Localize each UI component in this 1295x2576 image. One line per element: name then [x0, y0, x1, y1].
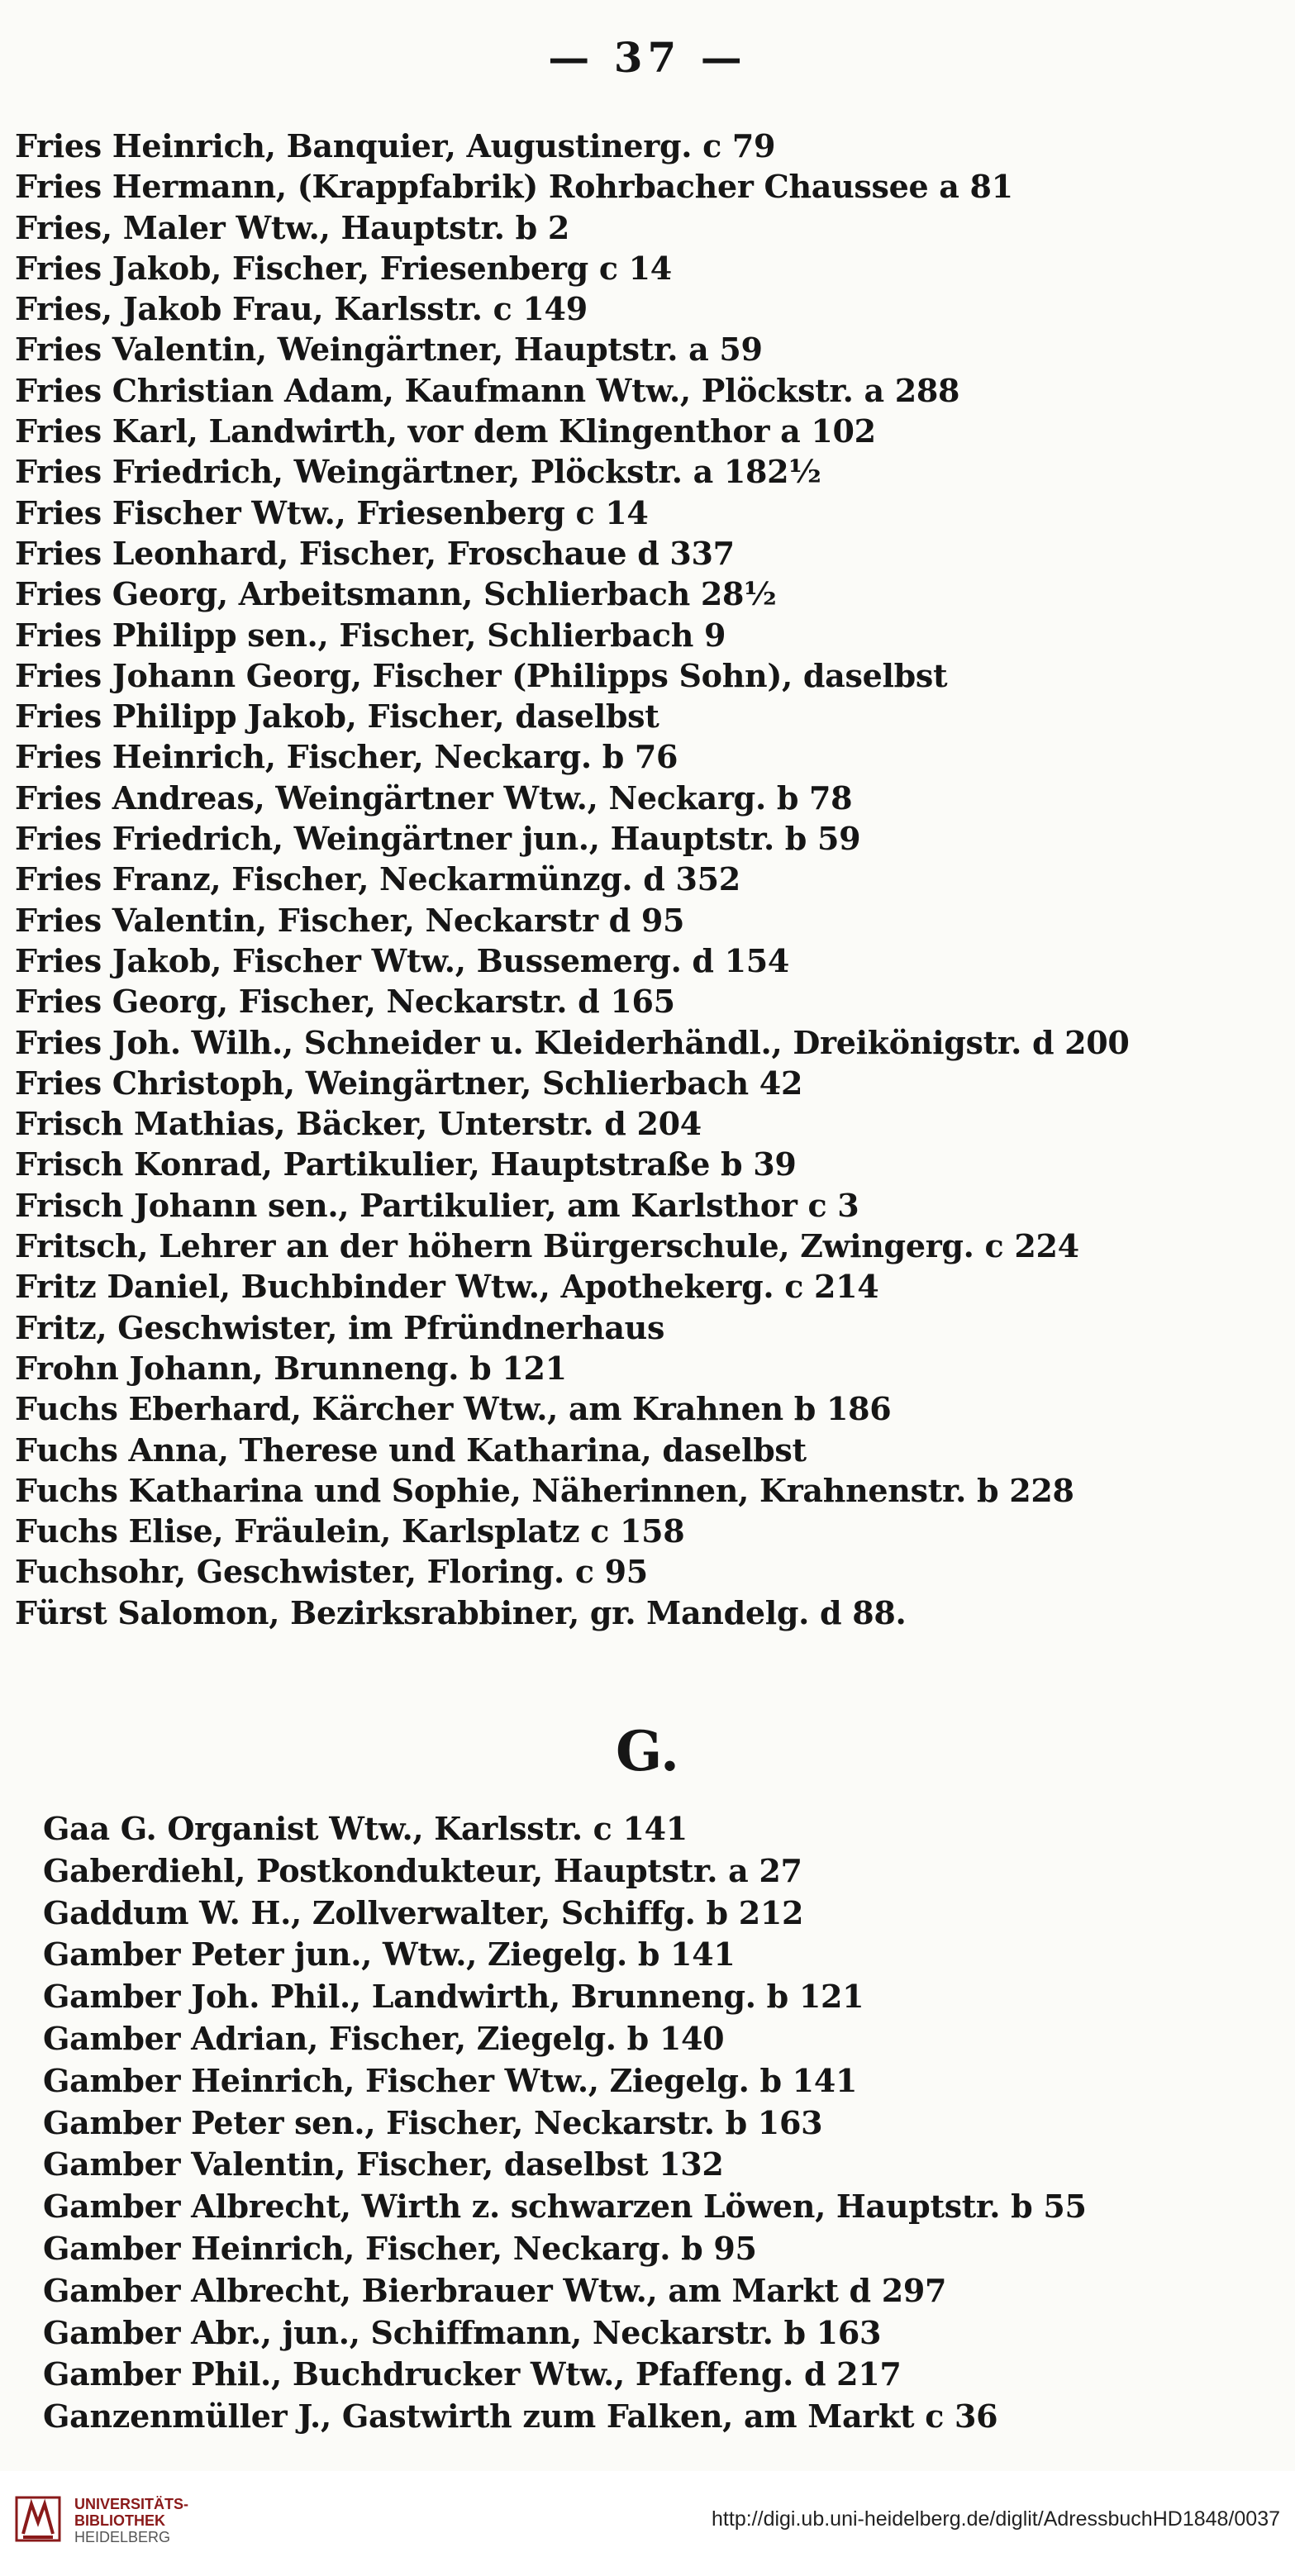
source-url-link[interactable]: http://digi.ub.uni-heidelberg.de/diglit/AdressbuchHD1848/0037: [712, 2507, 1280, 2531]
directory-entry: Fries Valentin, Weingärtner, Hauptstr. a 59: [15, 331, 763, 369]
directory-entry: Fries Franz, Fischer, Neckarmünzg. d 352: [15, 860, 740, 898]
directory-entry: Fries, Jakob Frau, Karlsstr. c 149: [15, 290, 588, 328]
directory-entry: Gamber Albrecht, Wirth z. schwarzen Löwen, Hauptstr. b 55: [43, 2188, 1087, 2226]
directory-entry: Frisch Johann sen., Partikulier, am Karlsthor c 3: [15, 1186, 859, 1224]
directory-entry: Fritz Daniel, Buchbinder Wtw., Apothekerg. c 214: [15, 1268, 879, 1306]
directory-entry: Fries Christian Adam, Kaufmann Wtw., Plöckstr. a 288: [15, 371, 960, 409]
directory-entry: Fries Jakob, Fischer, Friesenberg c 14: [15, 249, 672, 287]
directory-entry: Fries Karl, Landwirth, vor dem Klingenthor a 102: [15, 412, 876, 450]
library-name-line: UNIVERSITÄTS-: [74, 2496, 189, 2512]
directory-entry: Gamber Heinrich, Fischer Wtw., Ziegelg. b 141: [43, 2061, 858, 2099]
directory-entry: Fries Philipp sen., Fischer, Schlierbach 9: [15, 616, 726, 654]
directory-entry: Gamber Abr., jun., Schiffmann, Neckarstr. b 163: [43, 2313, 882, 2351]
directory-entry: Fritz, Geschwister, im Pfründnerhaus: [15, 1308, 665, 1346]
directory-entry: Fries Philipp Jakob, Fischer, daselbst: [15, 698, 659, 736]
directory-entry: Fries, Maler Wtw., Hauptstr. b 2: [15, 208, 570, 246]
directory-entry: Ganzenmüller J., Gastwirth zum Falken, am Markt c 36: [43, 2397, 998, 2436]
directory-entry: Gaddum W. H., Zollverwalter, Schiffg. b 212: [43, 1893, 804, 1931]
directory-entry: Fuchsohr, Geschwister, Floring. c 95: [15, 1553, 648, 1591]
directory-entry: Fries Joh. Wilh., Schneider u. Kleiderhändl., Dreikönigstr. d 200: [15, 1023, 1130, 1061]
directory-entry: Fuchs Eberhard, Kärcher Wtw., am Krahnen b 186: [15, 1390, 892, 1428]
directory-entry: Frohn Johann, Brunneng. b 121: [15, 1349, 567, 1387]
university-library-logo-icon: [15, 2493, 61, 2545]
directory-entry: Fries Heinrich, Banquier, Augustinerg. c 79: [15, 127, 776, 164]
directory-entry: Gaa G. Organist Wtw., Karlsstr. c 141: [43, 1810, 688, 1847]
directory-entry: Fries Christoph, Weingärtner, Schlierbach 42: [15, 1064, 803, 1102]
directory-entry: Gamber Phil., Buchdrucker Wtw., Pfaffeng. d 217: [43, 2355, 902, 2393]
directory-entry: Frisch Konrad, Partikulier, Hauptstraße b 39: [15, 1145, 797, 1183]
directory-entry: Gaberdiehl, Postkondukteur, Hauptstr. a 27: [43, 1851, 802, 1889]
directory-entry: Fries Heinrich, Fischer, Neckarg. b 76: [15, 738, 678, 776]
directory-entry: Gamber Peter sen., Fischer, Neckarstr. b 163: [43, 2103, 823, 2141]
directory-entry: Fries Andreas, Weingärtner Wtw., Neckarg. b 78: [15, 779, 853, 817]
directory-entry: Fuchs Anna, Therese und Katharina, daselbst: [15, 1431, 807, 1469]
page-number: — 37 —: [548, 33, 747, 82]
directory-entry: Fries Leonhard, Fischer, Froschaue d 337: [15, 534, 735, 572]
library-name-line: BIBLIOTHEK: [74, 2512, 165, 2529]
directory-entry: Fries Valentin, Fischer, Neckarstr d 95: [15, 901, 685, 939]
directory-entry: Fritsch, Lehrer an der höhern Bürgerschule, Zwingerg. c 224: [15, 1227, 1079, 1265]
directory-entry: Fries Friedrich, Weingärtner, Plöckstr. a 182½: [15, 453, 821, 491]
section-heading: G.: [616, 1719, 679, 1783]
directory-entry: Fries Georg, Arbeitsmann, Schlierbach 28½: [15, 575, 777, 613]
directory-entry: Fries Johann Georg, Fischer (Philipps Sohn), daselbst: [15, 656, 948, 694]
directory-entry: Fuchs Elise, Fräulein, Karlsplatz c 158: [15, 1512, 685, 1550]
directory-entry: Fries Georg, Fischer, Neckarstr. d 165: [15, 983, 675, 1021]
directory-entry: Fürst Salomon, Bezirksrabbiner, gr. Mandelg. d 88.: [15, 1593, 907, 1631]
directory-entry: Fuchs Katharina und Sophie, Näherinnen, Krahnenstr. b 228: [15, 1471, 1074, 1509]
directory-entry: Fries Hermann, (Krappfabrik) Rohrbacher Chaussee a 81: [15, 168, 1013, 206]
directory-entry: Gamber Adrian, Fischer, Ziegelg. b 140: [43, 2019, 725, 2057]
directory-entry: Gamber Heinrich, Fischer, Neckarg. b 95: [43, 2229, 757, 2267]
directory-entries-g: [43, 1808, 1266, 2438]
library-name-line: HEIDELBERG: [74, 2529, 171, 2545]
directory-entry: Gamber Joh. Phil., Landwirth, Brunneng. b 121: [43, 1978, 864, 2016]
directory-entry: Fries Friedrich, Weingärtner jun., Hauptstr. b 59: [15, 820, 861, 858]
directory-entry: Frisch Mathias, Bäcker, Unterstr. d 204: [15, 1105, 702, 1143]
directory-entries-f: [15, 126, 1271, 1633]
directory-entry: Gamber Albrecht, Bierbrauer Wtw., am Markt d 297: [43, 2271, 947, 2309]
directory-entry: Gamber Valentin, Fischer, daselbst 132: [43, 2145, 724, 2183]
library-name: [74, 2496, 188, 2545]
footer: [0, 2471, 1295, 2576]
directory-entry: Fries Jakob, Fischer Wtw., Bussemerg. d 154: [15, 941, 790, 979]
directory-entry: Fries Fischer Wtw., Friesenberg c 14: [15, 493, 649, 531]
directory-entry: Gamber Peter jun., Wtw., Ziegelg. b 141: [43, 1936, 736, 1974]
